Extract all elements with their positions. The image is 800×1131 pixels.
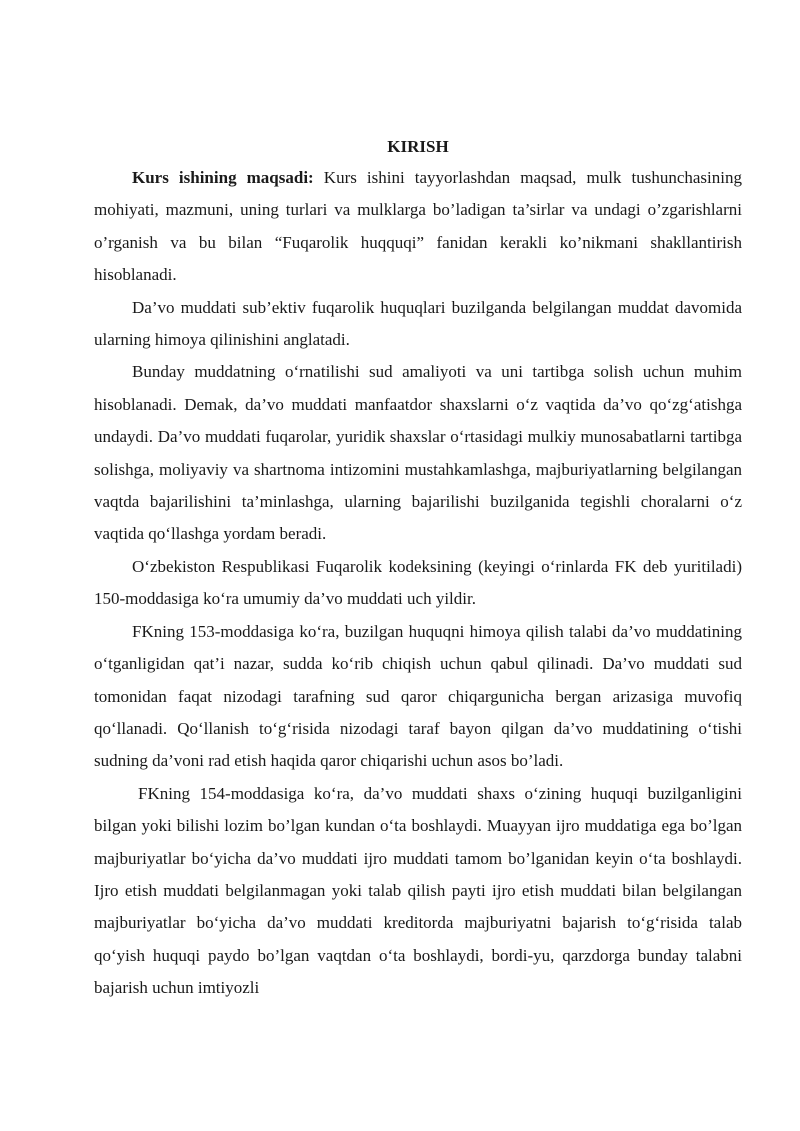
purpose-text: Kurs ishini tayyorlashdan maqsad, mulk tushunchasining mohiyati, mazmuni, uning turlari va mulklarga bo’ladigan ta’sirlar va undagi o’zgarishlarni o’rganish va bu bilan “Fuqarolik huqquqi” fanidan kerakli ko’nikmani shakllantirish hisoblanadi. — [94, 168, 742, 285]
section-heading: KIRISH — [387, 137, 449, 156]
document-page — [94, 132, 742, 1005]
intro-paragraph — [94, 162, 742, 292]
body-paragraph: FKning 153-moddasiga ko‘ra, buzilgan huquqni himoya qilish talabi da’vo muddatining o‘tganligidan qat’i nazar, sudda ko‘rib chiqish uchun qabul qilinadi. Da’vo muddati sud tomonidan faqat nizodagi tarafning sud qaror chiqargunicha bergan arizasiga muvofiq qo‘llanadi. Qo‘llanish to‘g‘risida nizodagi taraf bayon qilgan da’vo muddatining o‘tishi sudning da’voni rad etish haqida qaror chiqarishi uchun asos bo’ladi. — [94, 621, 742, 771]
body-paragraph: Da’vo muddati sub’ektiv fuqarolik huquqlari buzilganda belgilangan muddat davomida ularning himoya qilinishini anglatadi. — [94, 297, 742, 350]
body-paragraph: Bunday muddatning o‘rnatilishi sud amaliyoti va uni tartibga solish uchun muhim hisoblanadi. Demak, da’vo muddati manfaatdor shaxslarni o‘z vaqtida da’vo qo‘zg‘atishga undaydi. Da’vo muddati fuqarolar, yuridik shaxslar o‘rtasidagi mulkiy munosabatlarni tartibga solishga, moliyaviy va shartnoma intizomini mustahkamlashga, majburiyatlarning belgilangan vaqtda bajarilishini ta’minlashga, ularning bajarilishi buzilganida tegishli choralarni o‘z vaqtida qo‘llashga yordam beradi. — [94, 362, 742, 544]
purpose-label: Kurs ishining maqsadi: — [132, 168, 314, 187]
body-paragraph: O‘zbekiston Respublikasi Fuqarolik kodeksining (keyingi o‘rinlarda FK deb yuritiladi) 150-moddasiga ko‘ra umumiy da’vo muddati uch yildir. — [94, 556, 742, 609]
body-paragraph: FKning 154-moddasiga ko‘ra, da’vo muddati shaxs o‘zining huquqi buzilganligini bilgan yoki bilishi lozim bo’lgan kundan o‘ta boshlaydi. Muayyan ijro muddatiga ega bo’lgan majburiyatlar bo‘yicha da’vo muddati ijro muddati tamom bo’lganidan keyin o‘ta boshlaydi. Ijro etish muddati belgilanmagan yoki talab qilish payti ijro etish muddati bilan belgilangan majburiyatlar bo‘yicha da’vo muddati kreditorda majburiyatni bajarish to‘g‘risida talab qo‘yish huquqi paydo bo’lgan vaqtdan o‘ta boshlaydi, bordi-yu, qarzdorga bunday talabni bajarish uchun imtiyozli — [94, 783, 742, 998]
